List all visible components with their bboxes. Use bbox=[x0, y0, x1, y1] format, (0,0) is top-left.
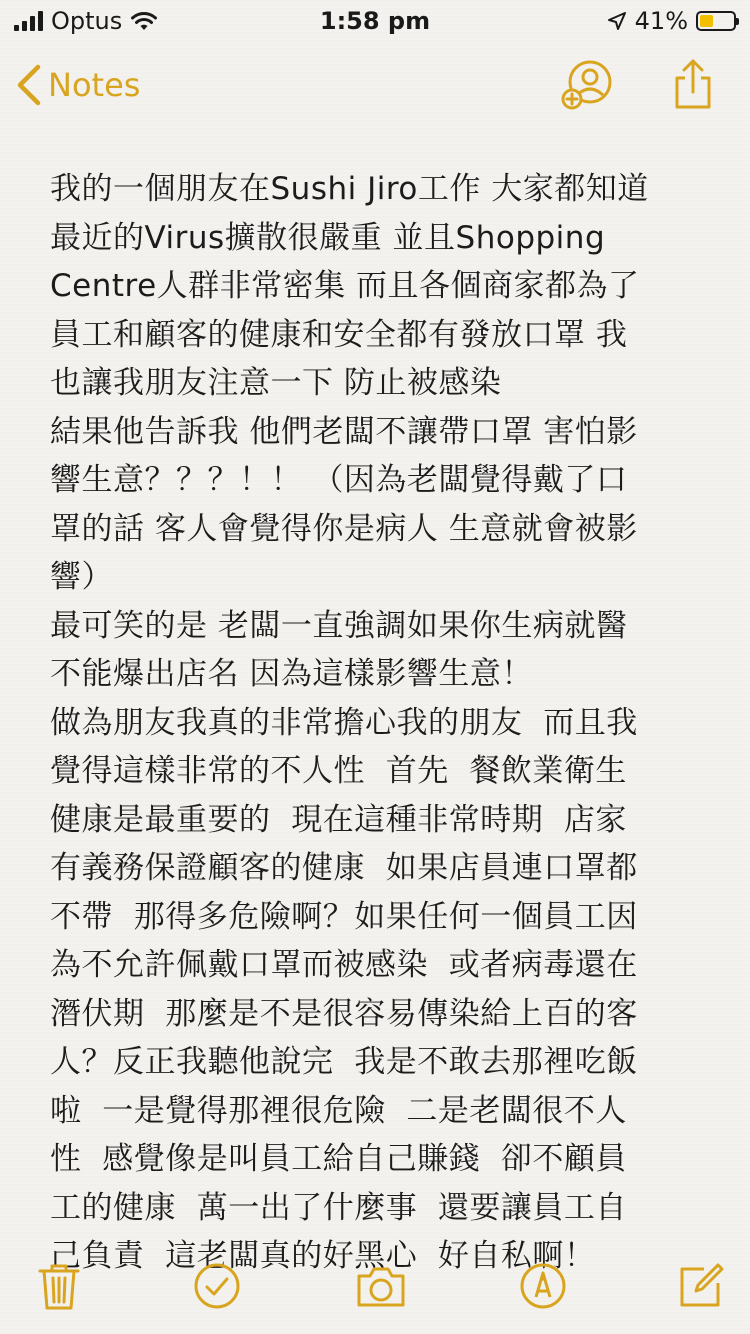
battery-icon bbox=[696, 11, 736, 31]
compose-icon[interactable] bbox=[676, 1261, 726, 1311]
back-label: Notes bbox=[48, 66, 141, 104]
checklist-icon[interactable] bbox=[192, 1261, 242, 1311]
note-paragraph-4: 做為朋友我真的非常擔心我的朋友 而且我 覺得這樣非常的不人性 首先 餐飲業衛生 健康是最重要的 現在這種非常時期 店家 有義務保證顧客的健康 如果店員連口罩都 不帶 那得多危險啊？如果任何一個員工因 為不允許佩戴口罩而被感染 或者病毒還在 潛伏期 那麼是不是很容易傳染給上百的客 人？反正我聽他說完 我是不敢去那裡吃飯 啦 一是覺得那裡很危險 二是老闆很不人 性 感覺像是叫員工給自己賺錢 卻不顧員 工的健康 萬一出了什麼事 還要讓員工自 己負責 這老闆真的好黑心 好自私啊！ bbox=[50, 704, 638, 1274]
note-paragraph-1: 我的一個朋友在Sushi Jiro工作 大家都知道 最近的Virus擴散很嚴重 並且Shopping Centre人群非常密集 而且各個商家都為了 員工和顧客的健康和安全都有發放口罩 我 也讓我朋友注意一下 防止被感染 bbox=[50, 171, 649, 401]
note-body[interactable] bbox=[50, 165, 710, 1281]
note-paragraph-3: 最可笑的是 老闆一直強調如果你生病就醫 不能爆出店名 因為這樣影響生意！ bbox=[50, 607, 628, 692]
status-right bbox=[607, 8, 736, 34]
battery-percent: 41% bbox=[634, 7, 688, 35]
bottom-toolbar bbox=[0, 1255, 750, 1319]
note-paragraph-2: 結果他告訴我 他們老闆不讓帶口罩 害怕影 響生意？？？！！ （因為老闆覺得戴了口 罩的話 客人會覺得你是病人 生意就會被影 響） bbox=[50, 413, 638, 595]
back-button[interactable] bbox=[16, 62, 140, 108]
add-people-icon[interactable] bbox=[560, 58, 614, 112]
trash-icon[interactable] bbox=[34, 1261, 84, 1311]
navigation-bar bbox=[0, 52, 750, 118]
markup-pen-icon[interactable] bbox=[518, 1261, 568, 1311]
status-time: 1:58 pm bbox=[319, 7, 431, 35]
carrier-name: Optus bbox=[51, 7, 123, 35]
chevron-left-icon bbox=[16, 64, 42, 106]
status-bar bbox=[0, 0, 750, 42]
share-icon[interactable] bbox=[666, 58, 720, 112]
camera-icon[interactable] bbox=[354, 1261, 408, 1311]
battery-level bbox=[700, 15, 713, 27]
location-arrow-icon bbox=[607, 11, 627, 31]
